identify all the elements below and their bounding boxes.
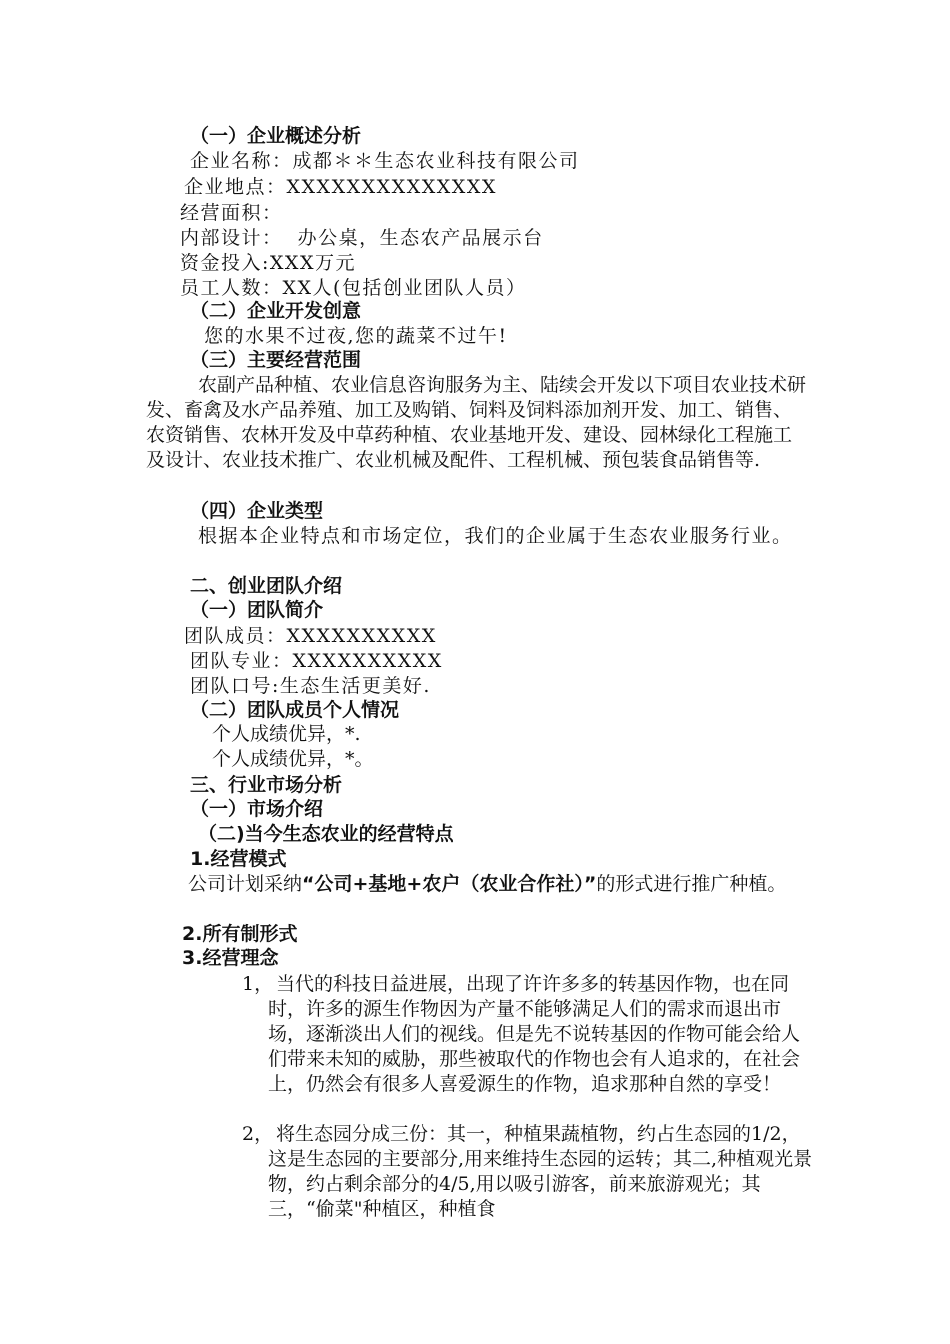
business-area: 经营面积： — [180, 202, 283, 224]
company-name: 企业名称：成都＊＊生态农业科技有限公司 — [190, 150, 580, 172]
slogan-text: 您的水果不过夜,您的蔬菜不过午! — [204, 325, 508, 347]
interior-design: 内部设计： 办公桌，生态农产品展示台 — [180, 227, 544, 249]
ownership-heading: 2.所有制形式 — [182, 923, 298, 945]
section3-heading: （三）主要经营范围 — [190, 349, 362, 371]
team-sub2: （二）团队成员个人情况 — [190, 699, 400, 721]
team-slogan: 团队口号:生态生活更美好. — [190, 675, 431, 697]
type-text: 根据本企业特点和市场定位，我们的企业属于生态农业服务行业。 — [198, 525, 793, 547]
capital-investment: 资金投入:XXX万元 — [180, 252, 356, 274]
staff-count: 员工人数：XX人(包括创业团队人员） — [180, 277, 527, 299]
team-heading: 二、创业团队介绍 — [190, 575, 343, 597]
concept1-text: 当代的科技日益进展，出现了许许多多的转基因作物，也在同时，许多的源生作物因为产量不能够满足人们的需求而退出市场，逐渐淡出人们的视线。但是先不说转基因的作物可能会给人们带来未知的威胁，那些被取代的作物也会有人追求的，在社会上，仍然会有很多人喜爱源生的作物，追求那种自然的享受！ — [268, 973, 801, 1095]
concept1-number: 1， — [242, 973, 274, 995]
team-members: 团队成员：XXXXXXXXXX — [184, 625, 437, 647]
section1-heading: （一）企业概述分析 — [190, 125, 362, 147]
market-sub2: （二)当今生态农业的经营特点 — [198, 823, 454, 845]
mode-heading: 1.经营模式 — [190, 848, 287, 870]
type-paragraph — [146, 524, 810, 549]
section4-heading: （四）企业类型 — [190, 500, 324, 522]
section2-heading: （二）企业开发创意 — [190, 300, 362, 322]
concept-heading: 3.经营理念 — [182, 947, 279, 969]
market-sub1: （一）市场介绍 — [190, 798, 324, 820]
team-sub1: （一）团队简介 — [190, 599, 324, 621]
team-major: 团队专业：XXXXXXXXXX — [190, 650, 443, 672]
mode-bold: “公司+基地+农户（农业合作社）” — [302, 873, 597, 895]
concept2-number: 2， — [242, 1123, 274, 1145]
mode-post: 的形式进行推广种植。 — [596, 873, 787, 895]
market-heading: 三、行业市场分析 — [190, 774, 343, 796]
mode-pre: 公司计划采纳 — [188, 873, 303, 895]
scope-paragraph — [146, 373, 810, 473]
concept2-text: 将生态园分成三份：其一，种植果蔬植物，约占生态园的1/2，这是生态园的主要部分,用来维持生态园的运转；其二,种植观光景物，约占剩余部分的4/5,用以吸引游客，前来旅游观光；其三，“偷菜"种植区，种植食 — [268, 1123, 813, 1220]
person1: 个人成绩优异，*. — [212, 723, 361, 745]
scope-text: 农副产品种植、农业信息咨询服务为主、陆续会开发以下项目农业技术研发、畜禽及水产品养殖、加工及购销、饲料及饲料添加剂开发、加工、销售、农资销售、农林开发及中草药种植、农业基地开发、建设、园林绿化工程施工及设计、农业技术推广、农业机械及配件、工程机械、预包装食品销售等. — [146, 374, 807, 471]
mode-paragraph — [146, 872, 810, 897]
company-location: 企业地点：XXXXXXXXXXXXXX — [184, 176, 497, 198]
person2: 个人成绩优异，*。 — [212, 748, 374, 770]
